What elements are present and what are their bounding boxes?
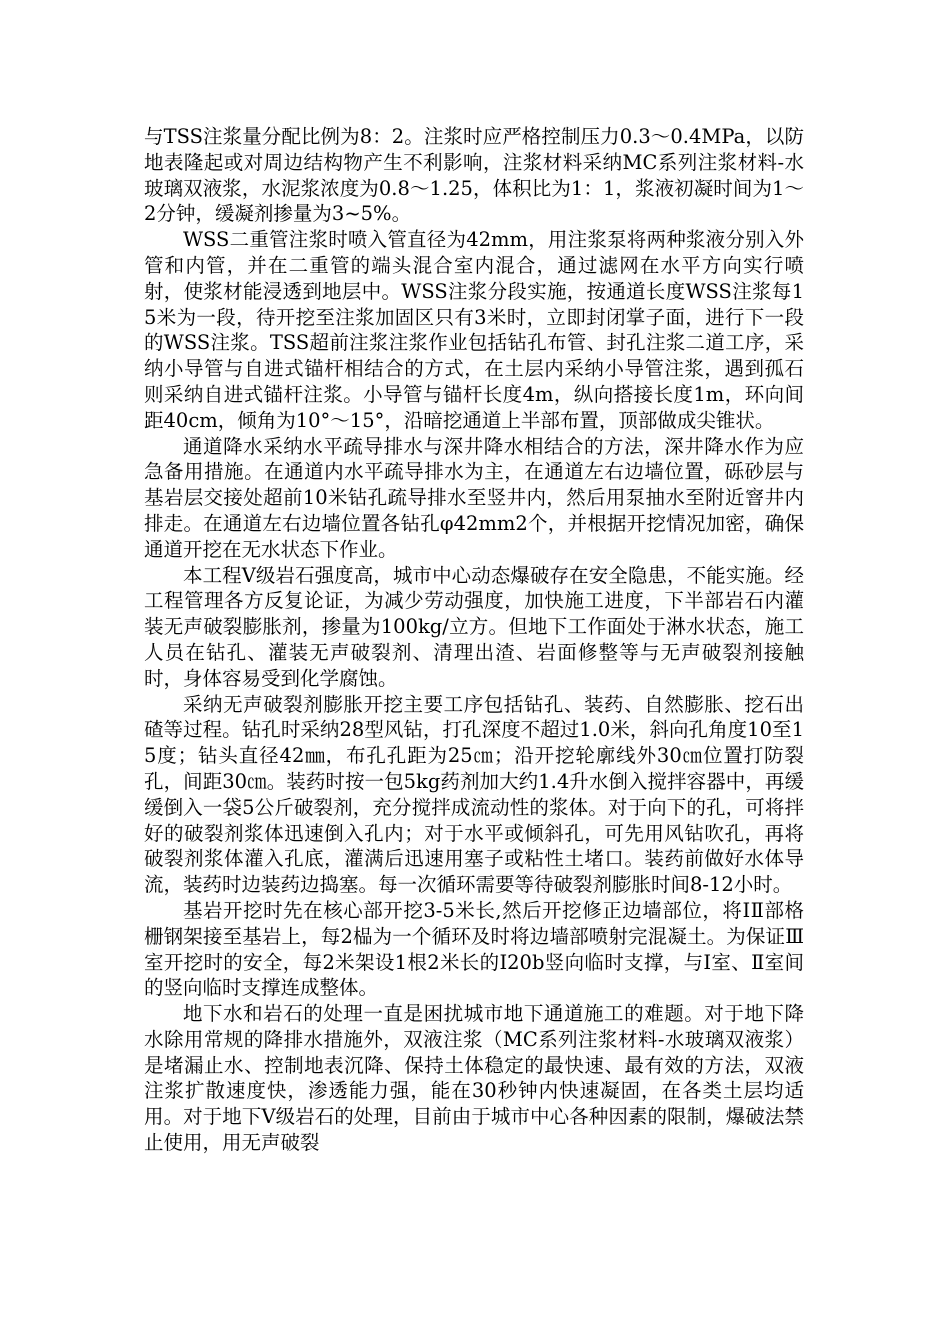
document-body: [144, 124, 804, 1156]
paragraph-bedrock-excavation: 基岩开挖时先在核心部开挖3-5米长,然后开挖修正边墙部位，将ⅠⅡ部格栅钢架接至基岩上，每2榀为一个循环及时将边墙部喷射完混凝土。为保证Ⅲ室开挖时的安全，每2米架设1根2米长的I20b竖向临时支撑，与Ⅰ室、Ⅱ室间的竖向临时支撑连成整体。: [144, 898, 804, 1000]
paragraph-dewatering: 通道降水采纳水平疏导排水与深井降水相结合的方法，深井降水作为应急备用措施。在通道内水平疏导排水为主，在通道左右边墙位置，砾砂层与基岩层交接处超前10米钻孔疏导排水至竖井内，然后用泵抽水至附近窨井内排走。在通道左右边墙位置各钻孔φ42mm2个，并根据开挖情况加密，确保通道开挖在无水状态下作业。: [144, 434, 804, 561]
paragraph-expansion-excavation: 采纳无声破裂剂膨胀开挖主要工序包括钻孔、装药、自然膨胀、挖石出碴等过程。钻孔时采纳28型风钻，打孔深度不超过1.0米，斜向孔角度10至15度；钻头直径42㎜，布孔孔距为25㎝；沿开挖轮廓线外30㎝位置打防裂孔，间距30㎝。装药时按一包5kg药剂加大约1.4升水倒入搅拌容器中，再缓缓倒入一袋5公斤破裂剂，充分搅拌成流动性的浆体。对于向下的孔，可将拌好的破裂剂浆体迅速倒入孔内；对于水平或倾斜孔，可先用风钻吹孔，再将破裂剂浆体灌入孔底，灌满后迅速用塞子或粘性土堵口。装药前做好水体导流，装药时边装药边捣塞。每一次循环需要等待破裂剂膨胀时间8-12小时。: [144, 692, 804, 897]
paragraph-rock-strength: 本工程Ⅴ级岩石强度高，城市中心动态爆破存在安全隐患，不能实施。经工程管理各方反复论证，为减少劳动强度，加快施工进度，下半部岩石内灌装无声破裂膨胀剂，掺量为100kg/立方。但地下工作面处于淋水状态，施工人员在钻孔、灌装无声破裂剂、清理出渣、岩面修整等与无声破裂剂接触时，身体容易受到化学腐蚀。: [144, 563, 804, 690]
paragraph-groundwater-summary: 地下水和岩石的处理一直是困扰城市地下通道施工的难题。对于地下降水除用常规的降排水措施外，双液注浆（MC系列注浆材料-水玻璃双液浆）是堵漏止水、控制地表沉降、保持土体稳定的最快速、最有效的方法，双液注浆扩散速度快，渗透能力强，能在30秒钟内快速凝固，在各类土层均适用。对于地下Ⅴ级岩石的处理，目前由于城市中心各种因素的限制，爆破法禁止使用，用无声破裂: [144, 1002, 804, 1155]
paragraph-wss-grouting: WSS二重管注浆时喷入管直径为42mm，用注浆泵将两种浆液分别入外管和内管，并在二重管的端头混合室内混合，通过滤网在水平方向实行喷射，使浆材能浸透到地层中。WSS注浆分段实施，按通道长度WSS注浆每15米为一段，待开挖至注浆加固区只有3米时，立即封闭掌子面，进行下一段的WSS注浆。TSS超前注浆注浆作业包括钻孔布管、封孔注浆二道工序，采纳小导管与自进式锚杆相结合的方式，在土层内采纳小导管注浆，遇到孤石则采纳自进式锚杆注浆。小导管与锚杆长度4m，纵向搭接长度1m，环向间距40cm，倾角为10°～15°，沿暗挖通道上半部布置，顶部做成尖锥状。: [144, 228, 804, 432]
paragraph-grouting-ratio: 与TSS注浆量分配比例为8：2。注浆时应严格控制压力0.3～0.4MPa，以防地表隆起或对周边结构物产生不利影响，注浆材料采纳MC系列注浆材料-水玻璃双液浆，水泥浆浓度为0.8～1.25，体积比为1：1，浆液初凝时间为1～2分钟，缓凝剂掺量为3~5%。: [144, 125, 804, 226]
